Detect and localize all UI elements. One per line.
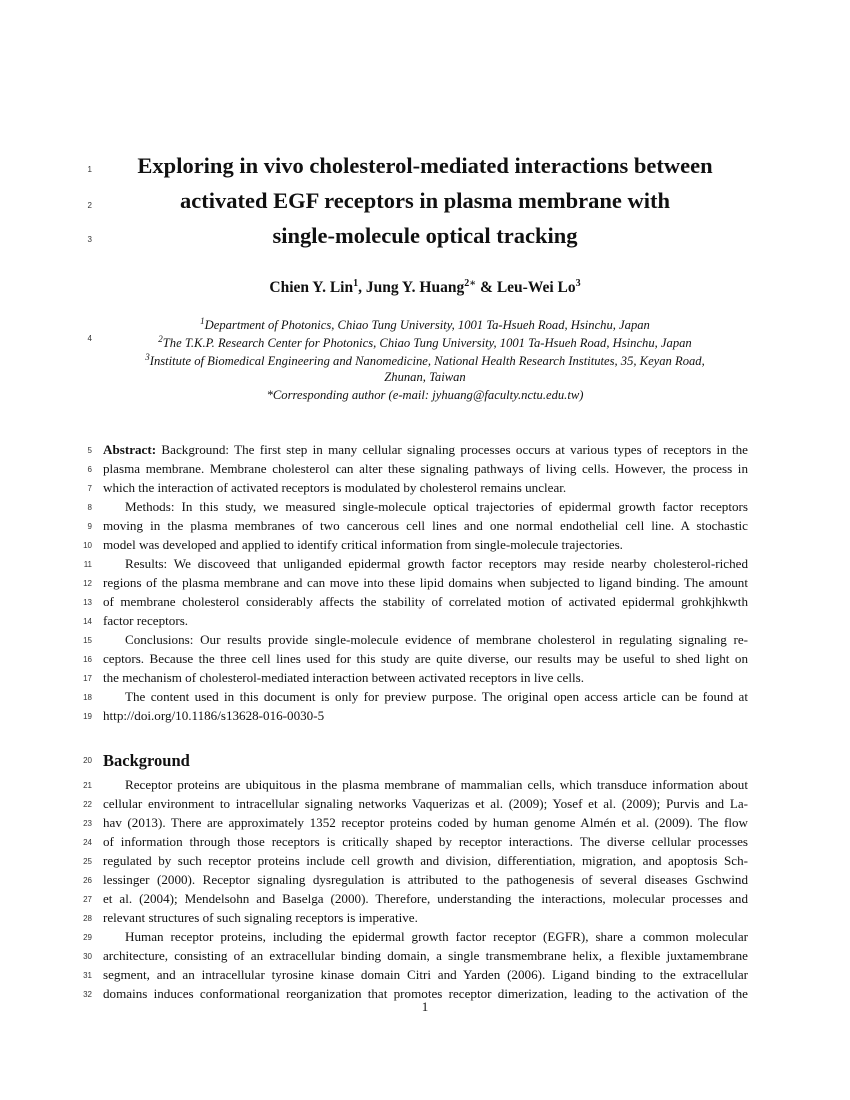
line-number: 12 [83,579,92,588]
line-number: 19 [83,712,92,721]
line-number: 5 [87,446,92,455]
line-number: 2 [87,201,92,210]
body-line: architecture, consisting of an extracellular binding domain, a single transmembrane helix, a flexible juxtamembrane [103,948,748,963]
line-number: 1 [87,165,92,174]
author-affiliation-mark: 3 [575,278,581,289]
author-name: Jung Y. Huang [365,279,465,297]
abstract-line [103,440,748,459]
line-number: 14 [83,617,92,626]
line-number: 7 [87,484,92,493]
body-line: of information through those receptors is critically shaped by receptor interactions. The diverse cellular processes [103,834,748,849]
line-number: 3 [87,235,92,244]
body-line: cellular environment to intracellular signaling networks Vaquerizas et al. (2009); Yosef et al. (2009); Purvis and La- [103,796,748,811]
abstract-line: The content used in this document is only for preview purpose. The original open access article can be found at [125,689,748,704]
abstract-line: Methods: In this study, we measured single-molecule optical trajectories of epidermal growth factor receptors [125,499,748,514]
line-number: 27 [83,895,92,904]
body-line: hav (2013). There are approximately 1352 receptor proteins coded by human genome Almén et al. (2009). The flow [103,815,748,830]
affiliation [0,348,850,370]
abstract-doi-line: http://doi.org/10.1186/s13628-016-0030-5 [103,708,325,723]
paper-title-line: Exploring in vivo cholesterol-mediated interactions between [137,153,713,178]
paper-title-line: single-molecule optical tracking [272,223,578,248]
line-number: 31 [83,971,92,980]
line-number: 23 [83,819,92,828]
line-number: 30 [83,952,92,961]
line-number: 16 [83,655,92,664]
line-number: 26 [83,876,92,885]
abstract-line: plasma membrane. Membrane cholesterol can alter these signaling pathways of living cells. However, the process in [103,461,748,476]
author-name: Chien Y. Lin [269,279,354,297]
line-number: 17 [83,674,92,683]
section-heading: Background [103,751,190,770]
affiliation-text: Department of Photonics, Chiao Tung University, 1001 Ta-Hsueh Road, Hsinchu, Japan [204,318,650,333]
affiliation-text: *Corresponding author (e-mail: jyhuang@faculty.nctu.edu.tw) [266,388,584,402]
abstract-text: Background: The first step in many cellular signaling processes occurs at various types of receptors in the [156,442,748,457]
line-number: 9 [87,522,92,531]
line-number: 6 [87,465,92,474]
line-number: 8 [87,503,92,512]
abstract-line: ceptors. Because the three cell lines used for this study are quite diverse, our results may be useful to shed light on [103,651,748,666]
page-number: 1 [421,999,429,1014]
line-number: 22 [83,800,92,809]
affiliation-mark: 1 [200,316,205,326]
body-line: regulated by such receptor proteins include cell growth and division, differentiation, migration, and apoptosis Sch- [103,853,748,868]
body-line: lessinger (2000). Receptor signaling dysregulation is attributed to the pathogenesis of several diseases Gschwind [103,872,748,887]
abstract-line: regions of the plasma membrane and can move into these lipid domains when subjected to ligand binding. The amount [103,575,748,590]
line-number: 11 [83,560,92,569]
author-list [0,274,850,298]
line-number: 20 [83,756,92,765]
abstract-line: of membrane cholesterol considerably affects the stability of correlated motion of activated epidermal grohkjhkwth [103,594,748,609]
line-number: 29 [83,933,92,942]
author-separator: , [358,279,366,297]
line-number: 28 [83,914,92,923]
line-number: 24 [83,838,92,847]
line-number: 10 [83,541,92,550]
author-separator: & [476,279,497,297]
body-line: domains induces conformational reorganization that promotes receptor dimerization, leading to the activation of the [103,986,748,1001]
affiliation [0,368,850,386]
corresponding-author [0,386,850,404]
abstract-line: which the interaction of activated receptors is modulated by cholesterol remains unclear. [103,480,567,495]
line-number: 4 [87,334,92,343]
line-number: 13 [83,598,92,607]
abstract-line: factor receptors. [103,613,189,628]
abstract-line: moving in the plasma membranes of two cancerous cell lines and one normal endothelial cell line. A stochastic [103,518,748,533]
body-line: Receptor proteins are ubiquitous in the plasma membrane of mammalian cells, which transduce information about [125,777,748,792]
line-number: 15 [83,636,92,645]
affiliation-mark: 2 [158,334,163,344]
line-number: 21 [83,781,92,790]
abstract-line: model was developed and applied to identify critical information from single-molecule trajectories. [103,537,623,552]
affiliation-mark: 3 [145,352,150,362]
affiliation-text: The T.K.P. Research Center for Photonics, Chiao Tung University, 1001 Ta-Hsueh Road, Hsinchu, Japan [162,336,692,351]
body-line: Human receptor proteins, including the epidermal growth factor receptor (EGFR), share a common molecular [125,929,748,944]
author-affiliation-mark: 1 [353,278,359,289]
abstract-label: Abstract: [103,442,157,457]
line-number: 32 [83,990,92,999]
paper-title-line: activated EGF receptors in plasma membrane with [180,188,670,213]
body-line: relevant structures of such signaling receptors is imperative. [103,910,418,925]
author-affiliation-mark: 2∗ [464,278,477,289]
line-number: 18 [83,693,92,702]
affiliation-text: Institute of Biomedical Engineering and Nanomedicine, National Health Research Institutes, 35, Keyan Road, [149,354,705,369]
line-number: 25 [83,857,92,866]
affiliation-text: Zhunan, Taiwan [384,370,466,384]
abstract-line: Conclusions: Our results provide single-molecule evidence of membrane cholesterol in regulating signaling re- [125,632,748,647]
author-name: Leu-Wei Lo [496,279,576,297]
body-line: segment, and an intracellular tyrosine kinase domain Citri and Yarden (2006). Ligand binding to the extracellular [103,967,748,982]
body-line: et al. (2004); Mendelsohn and Baselga (2000). Therefore, understanding the interactions, molecular processes and [103,891,748,906]
abstract-line: Results: We discoveed that unliganded epidermal growth factor receptors may reside nearby cholesterol-riched [125,556,748,571]
abstract-line: the mechanism of cholesterol-mediated interaction between activated receptors in live cells. [103,670,584,685]
